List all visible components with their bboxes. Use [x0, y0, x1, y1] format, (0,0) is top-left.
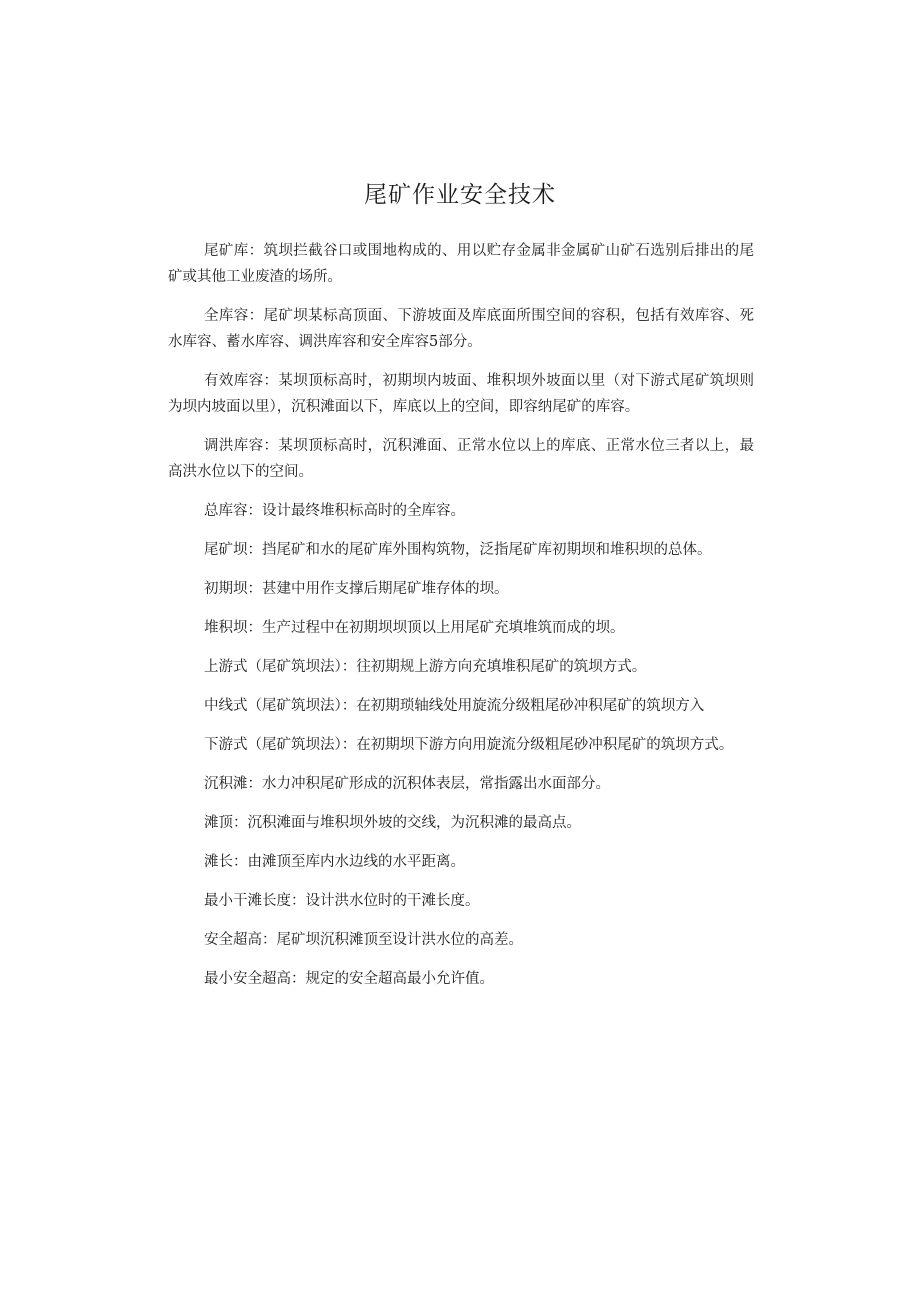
paragraph-centerline-method: 中线式（尾矿筑坝法）：在初期琐轴线处用旋流分级粗尾砂冲积尾矿的筑坝方入	[204, 698, 705, 714]
paragraph-beach-crest: 滩顶：沉积滩面与堆积坝外坡的交线，为沉积滩的最高点。	[204, 815, 581, 831]
paragraph-downstream-method: 下游式（尾矿筑坝法）：在初期坝下游方向用旋流分级粗尾砂冲积尾矿的筑坝方式。	[204, 737, 734, 753]
paragraph-min-freeboard: 最小安全超高：规定的安全超高最小允许值。	[204, 971, 494, 987]
paragraph-tailings-pond: 尾矿库：筑坝拦截谷口或围地构成的、用以贮存金属非金属矿山矿石选别后排出的尾矿或其他工业废渣的场所。	[168, 243, 754, 285]
paragraph-flood-storage: 调洪库容：某坝顶标高时，沉积滩面、正常水位以上的库底、正常水位三者以上，最高洪水位以下的空间。	[168, 438, 754, 480]
paragraph-beach-length: 滩长：由滩顶至库内水边线的水平距离。	[204, 854, 465, 870]
paragraph-freeboard: 安全超高：尾矿坝沉积滩顶至设计洪水位的高差。	[204, 932, 523, 948]
document-title: 尾矿作业安全技术	[364, 182, 556, 208]
paragraph-min-dry-beach: 最小干滩长度：设计洪水位时的干滩长度。	[204, 893, 480, 909]
paragraph-embankment-dam: 堆积坝：生产过程中在初期坝坝顶以上用尾矿充填堆筑而成的坝。	[204, 620, 625, 636]
paragraph-upstream-method: 上游式（尾矿筑坝法）：往初期规上游方向充填堆积尾矿的筑坝方式。	[204, 659, 647, 675]
document-body	[168, 238, 754, 1005]
paragraph-effective-storage: 有效库容：某坝顶标高时，初期坝内坡面、堆积坝外坡面以里（对下游式尾矿筑坝则为坝内坡面以里），沉积滩面以下，库底以上的空间，即容纳尾矿的库容。	[168, 373, 754, 415]
paragraph-tailings-dam: 尾矿坝：挡尾矿和水的尾矿库外围构筑物，泛指尾矿库初期坝和堆积坝的总体。	[204, 542, 712, 558]
paragraph-beach: 沉积滩：水力冲积尾矿形成的沉积体表层，常指露出水面部分。	[204, 776, 610, 792]
paragraph-total-storage: 全库容：尾矿坝某标高顶面、下游坡面及库底面所围空间的容积，包括有效库容、死水库容、蓄水库容、调洪库容和安全库容5部分。	[168, 308, 754, 350]
paragraph-gross-storage: 总库容：设计最终堆积标高时的全库容。	[204, 503, 465, 519]
paragraph-starter-dam: 初期坝：甚建中用作支撑后期尾矿堆存体的坝。	[204, 581, 509, 597]
